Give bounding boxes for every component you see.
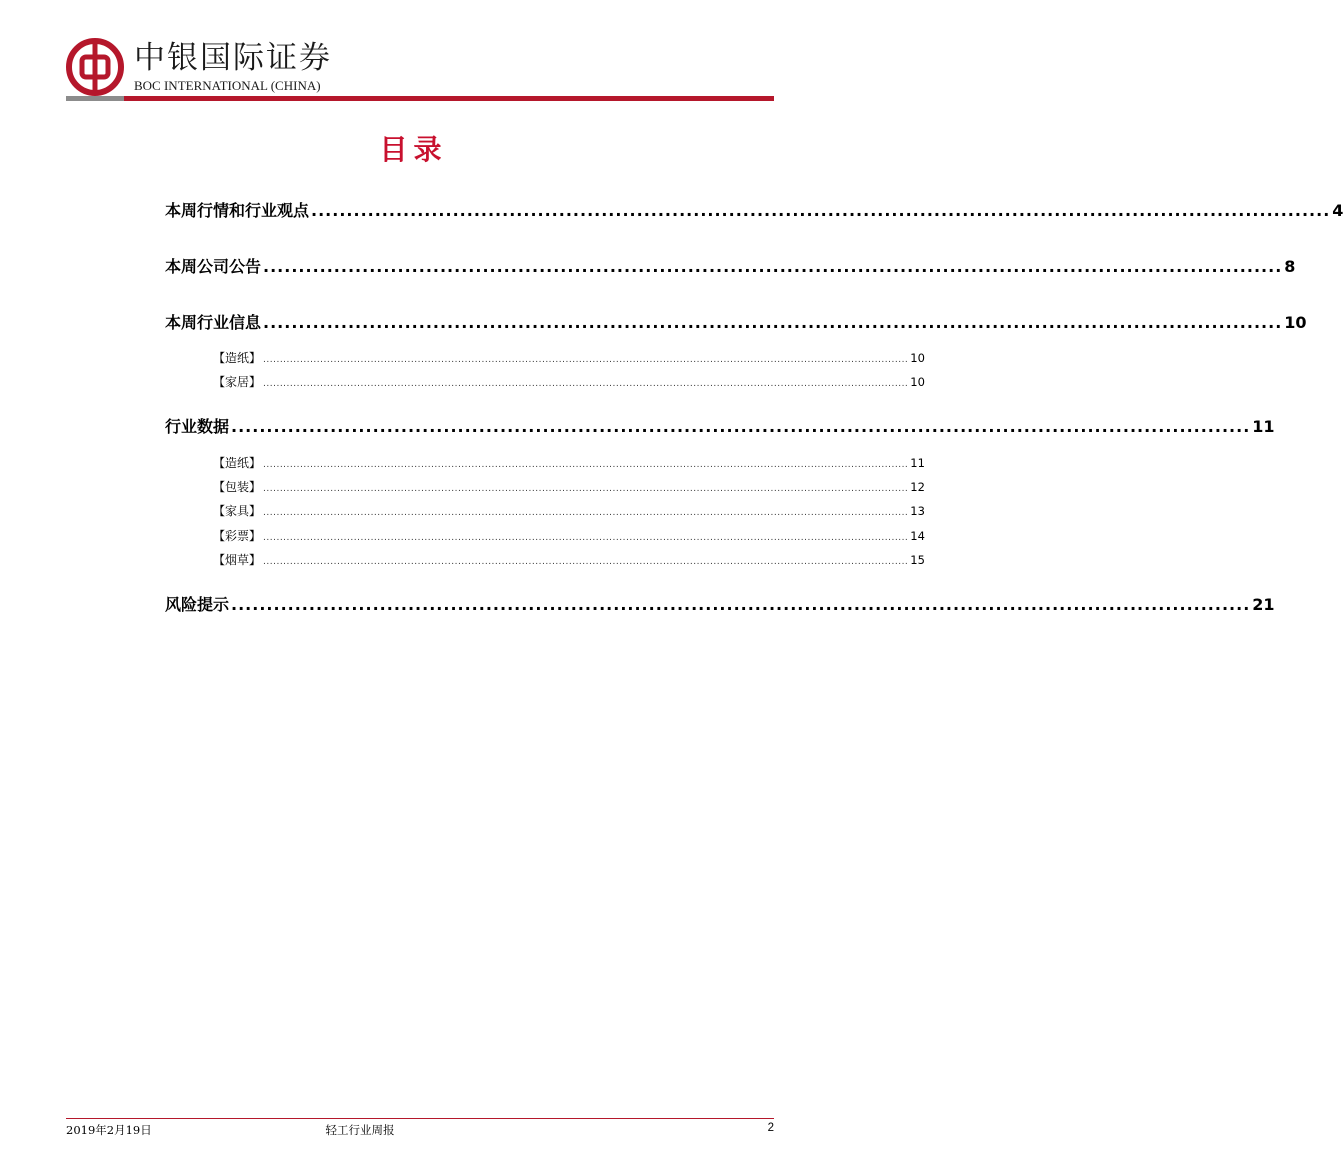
toc-entry-label: 【家具】 bbox=[213, 504, 262, 518]
toc-entry[interactable] bbox=[165, 310, 1307, 333]
toc-entry[interactable] bbox=[165, 254, 1296, 277]
boc-logo-icon bbox=[66, 38, 124, 96]
toc-entry-page: 10 bbox=[910, 375, 925, 389]
toc-entry-page: 4 bbox=[1332, 201, 1343, 220]
toc-entry-page: 15 bbox=[910, 553, 925, 567]
toc-leader-dots: ................................................................................................................................................................................................ bbox=[263, 557, 909, 567]
page-header bbox=[66, 38, 774, 104]
toc-leader-dots: ................................................................................................................................................................................................ bbox=[263, 508, 909, 518]
brand-name-cn: 中银国际证券 bbox=[134, 40, 332, 76]
toc-entry-page: 8 bbox=[1284, 257, 1296, 276]
toc-entry-label: 本周公司公告 bbox=[165, 257, 262, 276]
toc-entry-label: 风险提示 bbox=[165, 595, 230, 614]
toc-leader-dots: ................................................................................................................................................................................................ bbox=[263, 355, 909, 365]
toc-entry-label: 【彩票】 bbox=[213, 529, 262, 543]
toc-entry-page: 10 bbox=[1284, 313, 1307, 332]
toc-entry-page: 10 bbox=[910, 351, 925, 365]
toc-entry-page: 13 bbox=[910, 504, 925, 518]
toc-leader-dots: ................................................................................................................................................ bbox=[263, 313, 1283, 332]
toc-subentry[interactable] bbox=[213, 349, 925, 366]
toc-entry[interactable] bbox=[165, 198, 1343, 221]
toc-entry-page: 21 bbox=[1252, 595, 1275, 614]
toc-leader-dots: ................................................................................................................................................ bbox=[231, 417, 1251, 436]
toc-leader-dots: ................................................................................................................................................ bbox=[263, 257, 1283, 276]
header-rule-red bbox=[124, 96, 774, 101]
toc-leader-dots: ................................................................................................................................................................................................ bbox=[263, 379, 909, 389]
toc-leader-dots: ................................................................................................................................................................................................ bbox=[263, 533, 909, 543]
toc-entry-page: 12 bbox=[910, 480, 925, 494]
toc-entry-page: 14 bbox=[910, 529, 925, 543]
toc-subentry[interactable] bbox=[213, 454, 925, 471]
toc-leader-dots: ................................................................................................................................................................................................ bbox=[263, 484, 909, 494]
toc-subentry[interactable] bbox=[213, 478, 925, 495]
toc-entry-label: 【造纸】 bbox=[213, 456, 262, 470]
toc-leader-dots: ................................................................................................................................................ bbox=[231, 595, 1251, 614]
toc-entry[interactable] bbox=[165, 592, 1275, 615]
toc-leader-dots: ................................................................................................................................................................................................ bbox=[263, 460, 909, 470]
toc-entry[interactable] bbox=[165, 414, 1275, 437]
toc-entry-label: 行业数据 bbox=[165, 417, 230, 436]
footer-date: 2019年2月19日 bbox=[66, 1123, 152, 1137]
footer-rule bbox=[66, 1118, 774, 1119]
footer-report-title: 轻工行业周报 bbox=[325, 1123, 395, 1137]
toc-subentry[interactable] bbox=[213, 373, 925, 390]
header-rule-gray bbox=[66, 96, 124, 101]
toc-subentry[interactable] bbox=[213, 502, 925, 519]
toc-leader-dots: ................................................................................................................................................ bbox=[311, 201, 1331, 220]
toc-entry-label: 【造纸】 bbox=[213, 351, 262, 365]
toc-entry-page: 11 bbox=[1252, 417, 1275, 436]
toc-entry-label: 【包装】 bbox=[213, 480, 262, 494]
brand-name-en: BOC INTERNATIONAL (CHINA) bbox=[134, 78, 321, 93]
toc-entry-label: 【家居】 bbox=[213, 375, 262, 389]
toc-subentry[interactable] bbox=[213, 551, 925, 568]
toc-title: 目录 bbox=[379, 133, 448, 166]
toc-entry-label: 本周行情和行业观点 bbox=[165, 201, 310, 220]
toc-subentry[interactable] bbox=[213, 527, 925, 544]
toc-entry-label: 本周行业信息 bbox=[165, 313, 262, 332]
toc-entry-page: 11 bbox=[910, 456, 925, 470]
footer-page-number: 2 bbox=[767, 1122, 774, 1134]
toc-entry-label: 【烟草】 bbox=[213, 553, 262, 567]
